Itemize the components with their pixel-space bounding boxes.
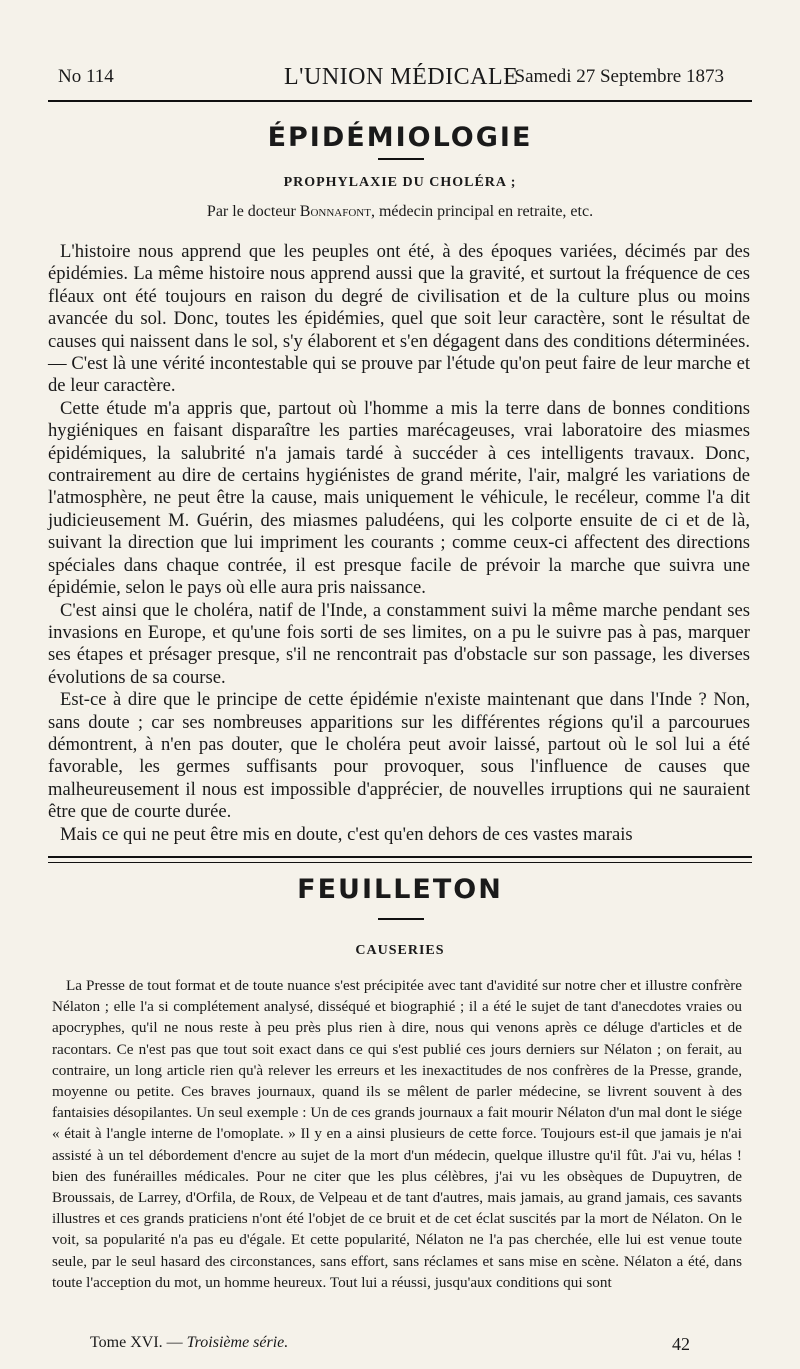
feuilleton-divider — [378, 918, 424, 920]
section-divider — [378, 158, 424, 160]
page-footer — [90, 1334, 690, 1358]
paragraph: La Presse de tout format et de toute nuance s'est précipitée avec tant d'avidité sur notre cher et illustre confrère Nélaton ; elle l'a si complétement analysé, disséqué et biographié ; il a été le sujet de tant d'anecdotes vraies ou apocryphes, qu'il ne nous reste à peu près plus rien à dire, nous qui venons après ce déluge d'articles et de racontars. Ce n'est pas que tout soit exact dans ce qui s'est publié ces jours derniers sur Nélaton ; on ferait, au contraire, un long article rien qu'à relever les erreurs et les inexactitudes de nos confrères de la Presse, grande, moyenne ou petite. Ces braves journaux, quand ils se mêlent de parler médecine, se livrent souvent à des fantaisies désopilantes. Un seul exemple : Un de ces grands journaux a fait mourir Nélaton d'un mal dont le siége « était à l'angle interne de l'omoplate. » Il y en a ainsi plusieurs de cette force. Toujours est-il que jamais je n'ai assisté à un tel débordement d'encre au sujet de la mort d'un médecin, quelque illustre qu'il fût. J'ai vu, hélas ! bien des funérailles médicales. Pour ne citer que les plus célèbres, j'ai vu les obsèques de Dupuytren, de Broussais, de Larrey, d'Orfila, de Roux, de Velpeau et de tant d'autres, mais jamais, au grand jamais, ces savants illustres et ces grands praticiens n'ont été l'objet de ce bruit et de cet éclat suscités par la mort de Nélaton. On le voit, sa popularité n'a pas eu d'égale. Et cette popularité, Nélaton ne l'a pas cherchée, elle lui est venue toute seule, par le seul hasard des circonstances, sans effort, sans réclames et sans mise en scène. Nélaton a été, dans toute l'acception du mot, un homme heureux. Tout lui a réussi, jusqu'aux conditions qui sont — [52, 977, 742, 1291]
footer-tome: Tome XVI. — — [90, 1334, 183, 1351]
byline-prefix: Par le docteur — [206, 203, 296, 220]
page-number: 42 — [672, 1334, 690, 1354]
footer-series: Troisième série. — [186, 1334, 289, 1351]
feuilleton-title: CAUSERIES — [355, 943, 445, 958]
journal-title: L'UNION MÉDICALE — [284, 64, 519, 90]
feuilleton-separator — [48, 856, 752, 863]
issue-date: Samedi 27 Septembre 1873 — [514, 66, 724, 87]
section-title-feuilleton: FEUILLETON — [297, 874, 503, 905]
article-body — [48, 241, 750, 846]
paragraph: Cette étude m'a appris que, partout où l'homme a mis la terre dans de bonnes conditions hygiéniques en faisant disparaître les parties marécageuses, vrai laboratoire des miasmes épidémiques, la salubrité n'a jamais tardé à succéder à ces intelligents travaux. Donc, contrairement au dire de certains hygiénistes de grand mérite, l'air, malgré les variations de l'atmosphère, ne peut être la cause, mais uniquement le véhicule, le recéleur, comme l'a dit judicieusement M. Guérin, des miasmes paludéens, qui les colporte ensuite de ci et de là, suivant la direction que lui impriment les courants ; comme ceux-ci affectent des directions spéciales dans chaque contrée, il est presque facile de prévoir la marche que suivra une épidémie, selon le pays où elle aura pris naissance. — [48, 397, 750, 599]
page-header — [52, 60, 724, 96]
section-title-epidemiologie: ÉPIDÉMIOLOGIE — [267, 122, 533, 153]
header-rule — [48, 100, 752, 102]
feuilleton-body — [52, 975, 742, 1293]
paragraph: Mais ce qui ne peut être mis en doute, c'est qu'en dehors de ces vastes marais — [60, 823, 633, 845]
paragraph: L'histoire nous apprend que les peuples ont été, à des époques variées, décimés par des épidémies. La même histoire nous apprend aussi que la gravité, et surtout la fréquence de ces fléaux ont été toujours en raison du degré de civilisation et de la culture plus ou moins avancée du sol. Donc, toutes les épidémies, quel que soit leur caractère, sont le résultat de causes qui naissent dans le sol, s'y élaborent et s'en dégagent dans des conditions déterminées. — C'est là une vérité incontestable qui se prouve par l'étude qu'on peut faire de leur marche et de leur caractère. — [48, 241, 750, 397]
author-name: Bonnafont — [299, 203, 371, 220]
byline-suffix: , médecin principal en retraite, etc. — [370, 203, 594, 220]
issue-number: No 114 — [58, 66, 114, 87]
footer-volume — [90, 1334, 288, 1352]
article-byline — [0, 203, 800, 221]
paragraph: Est-ce à dire que le principe de cette épidémie n'existe maintenant que dans l'Inde ? Non, sans doute ; car ses nombreuses apparitions sur les différentes régions qu'il a parcourues démontrent, à n'en pas douter, que le choléra peut avoir laissé, partout où le sol lui a été favorable, les germes suffisants pour provoquer, sous l'influence de causes que malheureusement il nous est impossible d'apprécier, de nouvelles irruptions qui ne sauraient être que de courte durée. — [48, 689, 750, 823]
paragraph: C'est ainsi que le choléra, natif de l'Inde, a constamment suivi la même marche pendant ses invasions en Europe, et qu'une fois sorti de ses limites, on a pu le suivre pas à pas, marquer ses étapes et présager presque, s'il ne rencontrait pas d'obstacle sur son passage, les diverses évolutions de sa course. — [48, 599, 750, 688]
article-title: PROPHYLAXIE DU CHOLÉRA ; — [283, 175, 517, 190]
